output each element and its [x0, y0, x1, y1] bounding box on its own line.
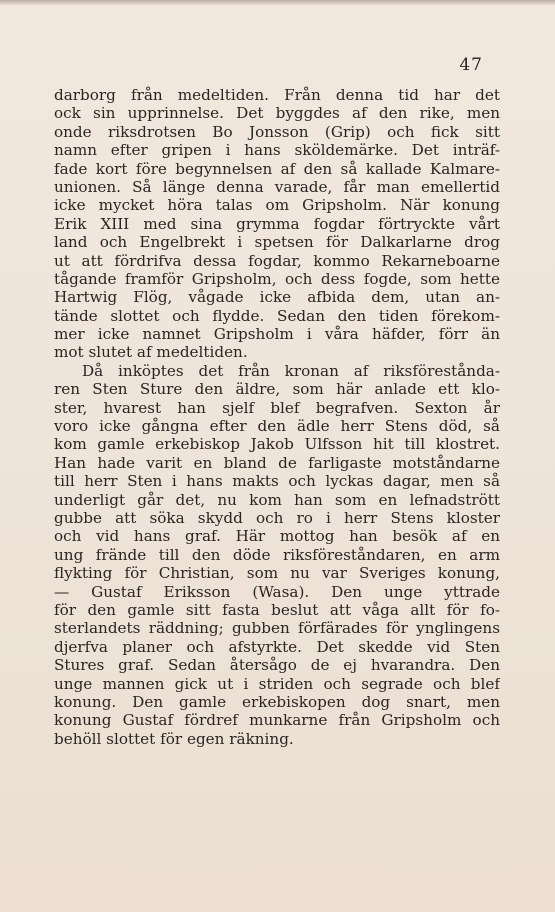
text-line: Hartwig Flög, vågade icke afbida dem, utan an- — [54, 288, 500, 307]
text-line: darborg från medeltiden. Från denna tid har det — [54, 86, 500, 104]
text-line: behöll slottet för egen räkning. — [54, 729, 294, 748]
text-line: land och Engelbrekt i spetsen för Dalkarlarne drog — [54, 233, 500, 252]
text-line: mer icke namnet Gripsholm i våra häfder, förr än — [54, 325, 500, 344]
text-line: Stures graf. Sedan återsågo de ej hvarandra. Den — [54, 656, 500, 675]
text-line: ung frände till den döde riksföreståndaren, en arm — [54, 545, 500, 564]
text-line: ren Sten Sture den äldre, som här anlade ett klo- — [54, 380, 500, 399]
text-line: för den gamle sitt fasta beslut att våga allt för fo- — [54, 600, 500, 619]
page-top-edge — [0, 0, 555, 6]
text-line: mot slutet af medeltiden. — [54, 343, 248, 362]
text-line: sterlandets räddning; gubben förfärades för ynglingens — [54, 619, 500, 638]
text-line: ster, hvarest han sjelf blef begrafven. Sexton år — [54, 398, 500, 417]
text-line: Han hade varit en bland de farligaste motståndarne — [54, 453, 500, 472]
text-line: flykting för Christian, som nu var Sveriges konung, — [54, 564, 500, 583]
text-line: fade kort före begynnelsen af den så kallade Kalmare- — [54, 159, 500, 178]
text-line: konung Gustaf fördref munkarne från Gripsholm och — [54, 711, 500, 730]
text-line: voro icke gångna efter den ädle herr Stens död, så — [54, 417, 500, 436]
text-line: Erik XIII med sina grymma fogdar förtryckte vårt — [54, 214, 500, 233]
text-line: ut att fördrifva dessa fogdar, kommo Rekarneboarne — [54, 251, 500, 270]
text-line: till herr Sten i hans makts och lyckas dagar, men så — [54, 472, 500, 491]
text-line: gubbe att söka skydd och ro i herr Stens kloster — [54, 508, 500, 527]
text-line: tågande framför Gripsholm, och dess fogde, som hette — [54, 269, 500, 288]
text-line: och vid hans graf. Här mottog han besök af en — [54, 527, 500, 546]
text-line: icke mycket höra talas om Gripsholm. När konung — [54, 196, 500, 215]
text-line: unionen. Så länge denna varade, får man emellertid — [54, 177, 500, 196]
page-number: 47 — [459, 55, 483, 75]
text-line: — Gustaf Eriksson (Wasa). Den unge yttrade — [54, 582, 500, 601]
text-line: ock sin upprinnelse. Det byggdes af den rike, men — [54, 104, 500, 123]
text-line: konung. Den gamle erkebiskopen dog snart, men — [54, 692, 500, 711]
text-line: tände slottet och flydde. Sedan den tiden förekom- — [54, 306, 500, 325]
text-line: onde riksdrotsen Bo Jonsson (Grip) och fick sitt — [54, 122, 500, 141]
text-line: namn efter gripen i hans sköldemärke. Det inträf- — [54, 141, 500, 160]
body-text — [54, 86, 500, 748]
text-line: underligt går det, nu kom han som en lefnadstrött — [54, 490, 500, 509]
text-line: unge mannen gick ut i striden och segrade och blef — [54, 674, 500, 693]
text-line: djerfva planer och afstyrkte. Det skedde vid Sten — [54, 637, 500, 656]
text-line: kom gamle erkebiskop Jakob Ulfsson hit till klostret. — [54, 435, 500, 454]
text-line: Då inköptes det från kronan af riksföreståndа- — [82, 361, 500, 380]
